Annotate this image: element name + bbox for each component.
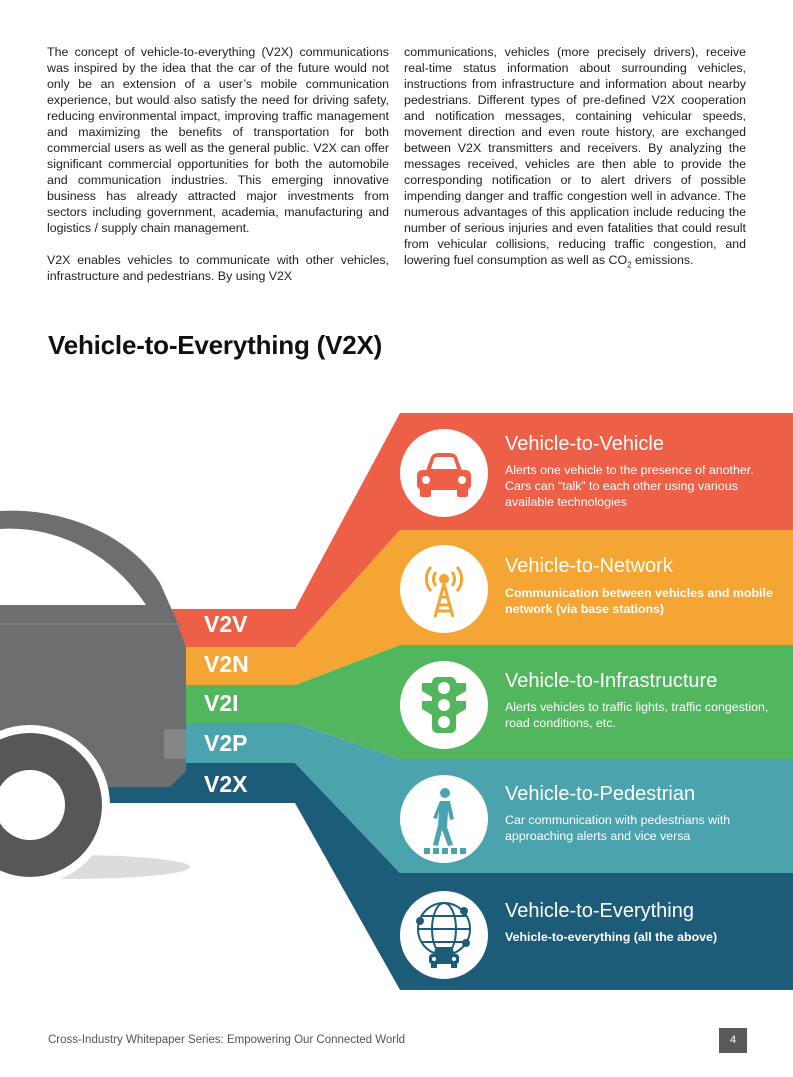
band-abbr-v2n: V2N — [204, 651, 249, 677]
car-icon — [400, 429, 488, 517]
pedestrian-icon — [400, 775, 488, 863]
body-paragraph: The concept of vehicle-to-everything (V2X) communications was inspired by the idea that the car of the future would not only be an extension of a user’s mobile communication experience, but would also satisfy the need for driving safety, reducing environmental impact, improving traffic management and maximizing the benefits of transportation for both commercial users as well as the general public. V2X can offer significant commercial opportunities for both the automobile and communication industries. This emerging innovative business has already attracted major investments from sectors including government, academia, manufacturing and logistics / supply chain management. — [47, 45, 389, 235]
car-body-highlight — [0, 623, 182, 625]
section-heading: Vehicle-to-Everything (V2X) — [48, 330, 383, 360]
band-title-v2p: Vehicle-to-Pedestrian — [505, 783, 696, 805]
band-description-v2x: Vehicle-to-everything (all the above) — [505, 930, 718, 944]
body-text: communications, vehicles (more precisely drivers), receive real-time status information about surrounding vehicles, instructions from infrastructure and information about nearby pedestrians. Different types of pre-defined V2X cooperation and notification messages, containing vehicular speeds, movement direction and even route history, are exchanged between V2X transmitters and receivers. By analyzing the messages received, vehicles are then able to provide the corresponding notification or to alert drivers of possible impending danger and traffic congestion well in advance. The numerous advantages of this application include reducing the number of serious injuries and even fatalities that could result from vehicular collisions, reducing traffic congestion, and lowering fuel consumption as well as CO — [404, 45, 746, 267]
band-description-v2v: Alerts one vehicle to the presence of another. Cars can “talk” to each other using various available technologies — [505, 463, 754, 509]
car-illustration — [0, 511, 190, 885]
page-number: 4 — [719, 1028, 747, 1053]
band-title-v2v: Vehicle-to-Vehicle — [505, 433, 664, 455]
footer-series-title: Cross-Industry Whitepaper Series: Empowering Our Connected World — [48, 1034, 406, 1046]
body-column-left — [47, 44, 389, 300]
band-title-v2n: Vehicle-to-Network — [505, 555, 673, 577]
band-title-v2i: Vehicle-to-Infrastructure — [505, 670, 718, 692]
band-description-v2p: Car communication with pedestrians with approaching alerts and vice versa — [505, 813, 731, 843]
band-abbr-v2i: V2I — [204, 690, 239, 716]
band-description-v2n: Communication between vehicles and mobile network (via base stations) — [505, 586, 773, 616]
v2x-infographic — [0, 395, 793, 995]
band-abbr-v2p: V2P — [204, 730, 248, 756]
band-abbr-v2v: V2V — [204, 611, 248, 637]
globe-car-icon — [400, 891, 488, 979]
subscript-two: 2 — [627, 260, 632, 270]
antenna-tower-icon — [400, 545, 488, 633]
body-paragraph: V2X enables vehicles to communicate with other vehicles, infrastructure and pedestrians. By using V2X — [47, 253, 389, 283]
car-tail-light — [164, 729, 186, 759]
body-column-right — [404, 44, 746, 289]
body-text: emissions. — [631, 253, 694, 267]
band-abbr-v2x: V2X — [204, 771, 248, 797]
band-description-v2i: Alerts vehicles to traffic lights, traffic congestion, road conditions, etc. — [505, 700, 769, 730]
band-title-v2x: Vehicle-to-Everything — [505, 900, 694, 922]
body-paragraph — [404, 44, 746, 273]
traffic-light-icon — [400, 661, 488, 749]
